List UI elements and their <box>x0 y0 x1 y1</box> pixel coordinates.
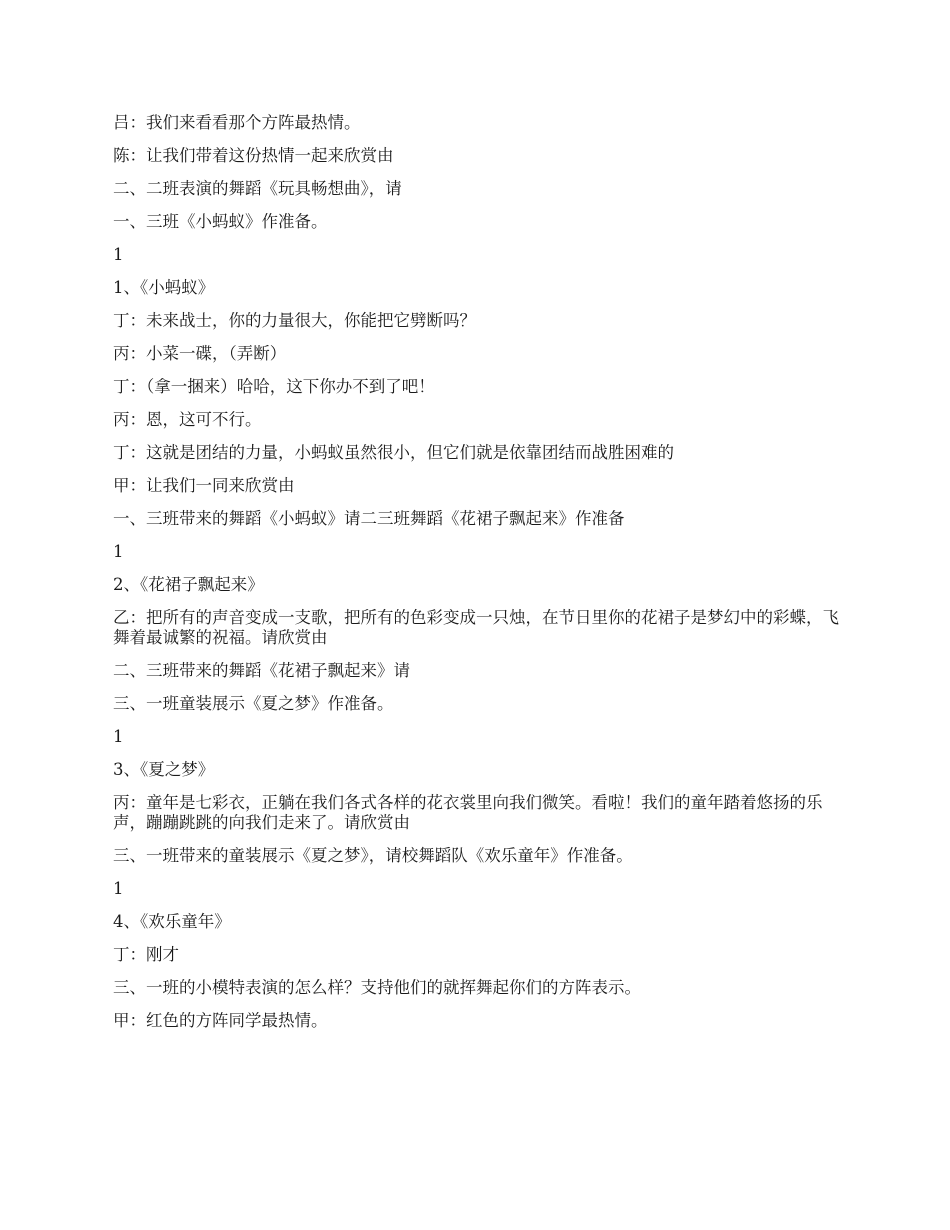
section-heading-1: 1、《小蚂蚁》 <box>113 278 215 297</box>
paragraph-2: 陈：让我们带着这份热情一起来欣赏由 <box>113 146 394 165</box>
paragraph-26: 三、一班的小模特表演的怎么样？支持他们的就挥舞起你们的方阵表示。 <box>113 978 641 997</box>
paragraph-12: 甲：让我们一同来欣赏由 <box>113 476 295 495</box>
paragraph-17: 二、三班带来的舞蹈《花裙子飘起来》请 <box>113 661 410 680</box>
paragraph-21: 丙：童年是七彩衣，正躺在我们各式各样的花衣裳里向我们微笑。看啦！我们的童年踏着悠扬的乐声，蹦蹦跳跳的向我们走来了。请欣赏由 <box>113 793 823 832</box>
page-number: 1 <box>113 727 124 746</box>
paragraph-9: 丁：（拿一捆来）哈哈，这下你办不到了吧！ <box>113 377 435 396</box>
paragraph-10: 丙：恩，这可不行。 <box>113 410 262 429</box>
paragraph-25: 丁：刚才 <box>113 945 179 964</box>
page-number: 1 <box>113 879 124 898</box>
paragraph-1: 吕：我们来看看那个方阵最热情。 <box>113 113 361 132</box>
page-number: 1 <box>113 542 124 561</box>
paragraph-7: 丁：未来战士，你的力量很大，你能把它劈断吗？ <box>113 311 476 330</box>
paragraph-16: 乙：把所有的声音变成一支歌，把所有的色彩变成一只烛，在节日里你的花裙子是梦幻中的彩蝶，飞舞着最诚繁的祝福。请欣赏由 <box>113 608 839 647</box>
paragraph-4: 一、三班《小蚂蚁》作准备。 <box>113 212 328 231</box>
section-heading-3: 3、《夏之梦》 <box>113 760 215 779</box>
paragraph-11: 丁：这就是团结的力量，小蚂蚁虽然很小，但它们就是依靠团结而战胜困难的 <box>113 443 674 462</box>
paragraph-18: 三、一班童装展示《夏之梦》作准备。 <box>113 694 394 713</box>
paragraph-8: 丙：小菜一碟，（弄断） <box>113 344 287 363</box>
section-heading-4: 4、《欢乐童年》 <box>113 912 231 931</box>
paragraph-27: 甲：红色的方阵同学最热情。 <box>113 1011 328 1030</box>
section-heading-2: 2、《花裙子飘起来》 <box>113 575 264 594</box>
page-number: 1 <box>113 245 124 264</box>
paragraph-13: 一、三班带来的舞蹈《小蚂蚁》请二三班舞蹈《花裙子飘起来》作准备 <box>113 509 625 528</box>
paragraph-22: 三、一班带来的童装展示《夏之梦》，请校舞蹈队《欢乐童年》作准备。 <box>113 846 633 865</box>
document-body <box>113 113 843 1044</box>
paragraph-3: 二、二班表演的舞蹈《玩具畅想曲》，请 <box>113 179 402 198</box>
